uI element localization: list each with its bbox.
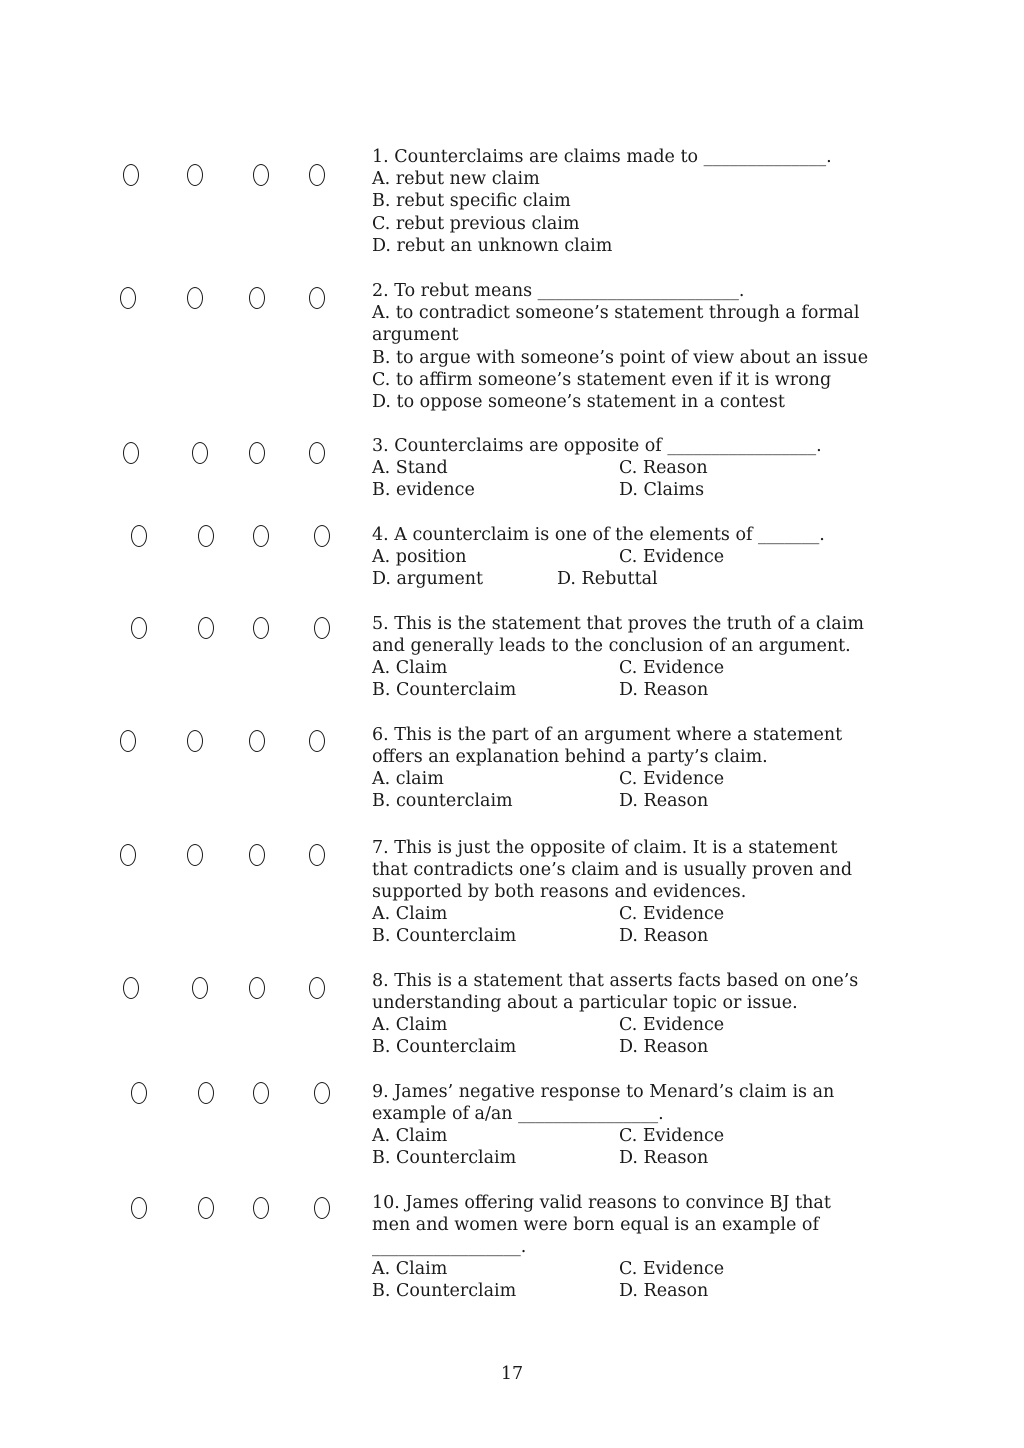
question-line: 3. Counterclaims are opposite of _________________. (372, 436, 822, 456)
option: A. rebut new claim (372, 169, 540, 190)
option: C. Evidence (619, 1015, 725, 1035)
answer-bubble-3b[interactable] (192, 442, 208, 464)
option: A. position (372, 547, 467, 567)
option: A. Claim (372, 658, 448, 678)
option: C. Evidence (619, 658, 725, 678)
answer-bubble-6d[interactable] (309, 730, 325, 752)
answer-bubble-1c[interactable] (253, 164, 269, 186)
answer-bubble-5a[interactable] (131, 617, 147, 639)
question-text (372, 1192, 902, 1259)
answer-bubble-4c[interactable] (253, 525, 269, 547)
answer-bubble-9b[interactable] (198, 1082, 214, 1104)
answer-bubble-6c[interactable] (249, 730, 265, 752)
answer-bubble-7a[interactable] (120, 844, 136, 866)
answer-bubble-3d[interactable] (309, 442, 325, 464)
question-text (372, 280, 902, 413)
answer-bubble-2a[interactable] (120, 287, 136, 309)
option: D. Reason (619, 1037, 709, 1057)
options-grid (372, 457, 902, 502)
answer-bubble-7c[interactable] (249, 844, 265, 866)
option: D. Reason (619, 926, 709, 946)
option: C. to affirm someone’s statement even if it is wrong (372, 369, 832, 390)
option: A. Claim (372, 1015, 448, 1035)
answer-bubble-9c[interactable] (253, 1082, 269, 1104)
option: A. Claim (372, 1259, 448, 1279)
question-text (372, 970, 902, 1014)
option: C. Evidence (619, 769, 725, 789)
option: D. Reason (619, 1281, 709, 1301)
answer-bubble-9d[interactable] (314, 1082, 330, 1104)
answer-bubble-1b[interactable] (187, 164, 203, 186)
question-line: supported by both reasons and evidences. (372, 882, 747, 903)
question-line: 6. This is the part of an argument where a statement (372, 725, 843, 745)
options-grid (372, 1014, 902, 1059)
option: D. Reason (619, 1148, 709, 1168)
option: A. Stand (372, 458, 448, 478)
option: B. rebut specific claim (372, 191, 571, 212)
option: B. Counterclaim (372, 680, 517, 700)
option: B. counterclaim (372, 791, 513, 811)
answer-bubble-6b[interactable] (187, 730, 203, 752)
answer-bubble-2b[interactable] (187, 287, 203, 309)
option: D. Claims (619, 480, 705, 500)
answer-bubble-2c[interactable] (249, 287, 265, 309)
option: C. Evidence (619, 904, 725, 924)
question-line: that contradicts one’s claim and is usually proven and (372, 860, 853, 881)
question-line: 2. To rebut means _______________________. (372, 281, 745, 301)
page-number: 17 (500, 1364, 524, 1384)
options-grid (372, 903, 902, 948)
question-text (372, 524, 902, 546)
answer-bubble-10a[interactable] (131, 1197, 147, 1219)
question-line: and generally leads to the conclusion of an argument. (372, 636, 851, 657)
option: D. Rebuttal (557, 569, 658, 589)
options-grid (372, 657, 902, 702)
option: A. to contradict someone’s statement through a formal (372, 303, 860, 324)
option: C. rebut previous claim (372, 213, 580, 234)
answer-bubble-4d[interactable] (314, 525, 330, 547)
option: C. Evidence (619, 547, 725, 567)
answer-bubble-3c[interactable] (249, 442, 265, 464)
option: A. Claim (372, 1126, 448, 1146)
answer-bubble-8b[interactable] (192, 977, 208, 999)
question-line: 9. James’ negative response to Menard’s claim is an (372, 1082, 835, 1102)
answer-bubble-2d[interactable] (309, 287, 325, 309)
option: C. Reason (619, 458, 708, 478)
option: B. to argue with someone’s point of view about an issue (372, 347, 869, 368)
answer-bubble-7d[interactable] (309, 844, 325, 866)
option: B. Counterclaim (372, 1148, 517, 1168)
question-line: example of a/an ________________. (372, 1104, 664, 1125)
question-line: 5. This is the statement that proves the truth of a claim (372, 614, 864, 634)
answer-bubble-7b[interactable] (187, 844, 203, 866)
option: C. Evidence (619, 1259, 725, 1279)
option: A. Claim (372, 904, 448, 924)
question-text (372, 146, 902, 257)
option: A. claim (372, 769, 444, 789)
question-line: 4. A counterclaim is one of the elements of _______. (372, 525, 825, 545)
answer-bubble-10b[interactable] (198, 1197, 214, 1219)
options-grid (372, 768, 902, 813)
answer-bubble-5d[interactable] (314, 617, 330, 639)
question-line: 7. This is just the opposite of claim. It is a statement (372, 838, 838, 858)
options-grid (372, 546, 902, 591)
question-text (372, 1081, 902, 1125)
option: B. evidence (372, 480, 475, 500)
question-text (372, 613, 902, 657)
answer-bubble-8c[interactable] (249, 977, 265, 999)
option: D. Reason (619, 791, 709, 811)
question-line: men and women were born equal is an example of (372, 1215, 819, 1236)
answer-bubble-8a[interactable] (123, 977, 139, 999)
answer-bubble-3a[interactable] (123, 442, 139, 464)
option: D. argument (372, 569, 484, 589)
answer-bubble-6a[interactable] (120, 730, 136, 752)
options-grid (372, 1125, 902, 1170)
answer-bubble-9a[interactable] (131, 1082, 147, 1104)
answer-bubble-5c[interactable] (253, 617, 269, 639)
answer-bubble-10c[interactable] (253, 1197, 269, 1219)
question-line: 1. Counterclaims are claims made to ______________. (372, 147, 832, 167)
question-line: 10. James offering valid reasons to convince BJ that (372, 1193, 831, 1213)
answer-bubble-4b[interactable] (198, 525, 214, 547)
answer-bubble-1d[interactable] (309, 164, 325, 186)
option: D. rebut an unknown claim (372, 235, 613, 256)
option: C. Evidence (619, 1126, 725, 1146)
answer-bubble-8d[interactable] (309, 977, 325, 999)
answer-bubble-10d[interactable] (314, 1197, 330, 1219)
question-text (372, 435, 902, 457)
answer-bubble-5b[interactable] (198, 617, 214, 639)
option-continuation: argument (372, 325, 459, 346)
question-text (372, 724, 902, 768)
answer-bubble-4a[interactable] (131, 525, 147, 547)
question-line: understanding about a particular topic or issue. (372, 993, 798, 1014)
option: D. to oppose someone’s statement in a contest (372, 392, 785, 413)
option: B. Counterclaim (372, 926, 517, 946)
question-line: offers an explanation behind a party’s claim. (372, 747, 768, 768)
question-line: 8. This is a statement that asserts facts based on one’s (372, 971, 859, 991)
option: B. Counterclaim (372, 1037, 517, 1057)
option: B. Counterclaim (372, 1281, 517, 1301)
question-line: _________________. (372, 1237, 527, 1258)
option: D. Reason (619, 680, 709, 700)
answer-bubble-1a[interactable] (123, 164, 139, 186)
question-text (372, 837, 902, 904)
options-grid (372, 1258, 902, 1303)
